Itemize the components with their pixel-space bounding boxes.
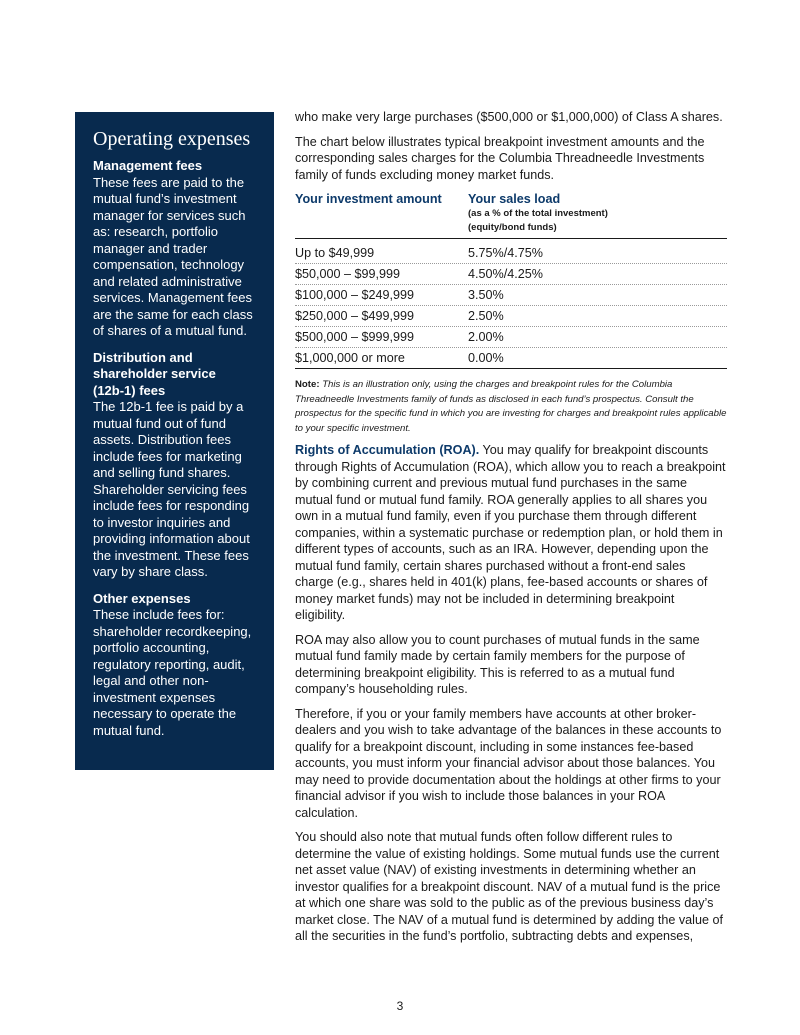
amount-cell: $100,000 – $249,999 — [295, 288, 415, 302]
breakpoint-table — [295, 191, 727, 369]
sidebar-section-distribution-fees — [93, 350, 256, 581]
load-cell: 0.00% — [468, 351, 504, 365]
sidebar-text: These include fees for: shareholder recordkeeping, portfolio accounting, regulatory reporting, audit, legal and other non-investment expenses necessary to operate the mutual fund. — [93, 607, 252, 738]
table-row — [295, 327, 727, 348]
table-row — [295, 285, 727, 306]
sidebar-text: The 12b-1 fee is paid by a mutual fund out of fund assets. Distribution fees include fees for marketing and selling fund shares. Shareholder servicing fees include fees for responding to investor inquiries and providing information about the investment. These fees vary by share class. — [93, 399, 250, 579]
amount-cell: Up to $49,999 — [295, 246, 375, 260]
amount-cell: $50,000 – $99,999 — [295, 267, 401, 281]
table-row — [295, 348, 727, 369]
table-note — [295, 378, 727, 436]
table-row — [295, 264, 727, 285]
roa-paragraph — [295, 442, 727, 624]
table-row — [295, 306, 727, 327]
operating-expenses-sidebar — [75, 112, 274, 770]
load-cell: 3.50% — [468, 288, 504, 302]
main-content — [295, 109, 727, 953]
column-header-load: Your sales load — [468, 192, 561, 206]
nav-paragraph: You should also note that mutual funds often follow different rules to determine the value of existing holdings. Some mutual funds use the current net asset value (NAV) of existing investments in determining whether an investor qualifies for a breakpoint discount. NAV of a mutual fund is the price at which one share was sold to the public as of the previous business day’s market close. The NAV of a mutual fund is determined by adding the value of all the securities in the fund’s portfolio, subtracting debts and expenses, — [295, 830, 723, 943]
sidebar-section-management-fees — [93, 158, 256, 340]
amount-cell: $1,000,000 or more — [295, 351, 405, 365]
amount-cell: $250,000 – $499,999 — [295, 309, 415, 323]
sidebar-title: Operating expenses — [93, 128, 251, 150]
sidebar-section-other-expenses — [93, 591, 256, 740]
load-cell: 2.50% — [468, 309, 504, 323]
sidebar-heading: Other expenses — [93, 590, 191, 606]
column-header-amount: Your investment amount — [295, 192, 442, 206]
column-subheader: (as a % of the total investment) — [468, 208, 608, 219]
sidebar-heading: Distribution and shareholder service (12b-1) fees — [93, 349, 216, 398]
load-cell: 5.75%/4.75% — [468, 246, 543, 260]
load-cell: 2.00% — [468, 330, 504, 344]
sidebar-text: These fees are paid to the mutual fund’s investment manager for services such as: research, portfolio manager and trader compensation, technology and related administrative services. Management fees are the same for each class of shares of a mutual fund. — [93, 174, 253, 338]
note-text: This is an illustration only, using the charges and breakpoint rules for the Columbia Threadneedle Investments family of funds as disclosed in each fund’s prospectus. Consult the prospectus for the specific fund in which you are investing for charges and breakpoint rules applicable to your specific investment. — [295, 379, 727, 434]
intro-paragraph-1: who make very large purchases ($500,000 or $1,000,000) of Class A shares. — [295, 110, 723, 124]
broker-dealer-paragraph: Therefore, if you or your family members have accounts at other broker-dealers and you wish to take advantage of the balances in these accounts to qualify for a breakpoint discount, including in some instances fee-based accounts, you must inform your financial advisor about those balances. You may need to provide documentation about the holdings at other firms to your financial advisor if you wish to include those balances in your ROA calculation. — [295, 706, 722, 820]
roa-text: You may qualify for breakpoint discounts through Rights of Accumulation (ROA), which allow you to reach a breakpoint by combining current and previous mutual fund purchases in the same mutual fund or mutual fund family. ROA generally applies to all shares you own in a mutual fund family, even if you purchase them through different companies, within a systematic purchase or redemption plan, or hold them in different types of accounts, such as an IRA. However, depending upon the mutual fund family, certain shares purchased without a front-end sales charge (e.g., shares held in 401(k) plans, fee-based accounts or shares of money market funds) may not be included in determining breakpoint eligibility. — [295, 443, 726, 622]
table-header — [295, 191, 727, 239]
column-subheader: (equity/bond funds) — [468, 222, 557, 233]
table-row — [295, 243, 727, 264]
page-number: 3 — [396, 999, 404, 1013]
sidebar-heading: Management fees — [93, 158, 203, 173]
note-label: Note: — [295, 379, 320, 390]
load-cell: 4.50%/4.25% — [468, 267, 543, 281]
roa-lead-in: Rights of Accumulation (ROA). — [295, 443, 480, 457]
intro-paragraph-2: The chart below illustrates typical breakpoint investment amounts and the corresponding sales charges for the Columbia Threadneedle Investments family of funds excluding money market funds. — [295, 134, 705, 182]
amount-cell: $500,000 – $999,999 — [295, 330, 415, 344]
householding-paragraph: ROA may also allow you to count purchases of mutual funds in the same mutual fund family made by certain family members for the purpose of determining breakpoint eligibility. This is referred to as a mutual fund company’s householding rules. — [295, 632, 700, 696]
